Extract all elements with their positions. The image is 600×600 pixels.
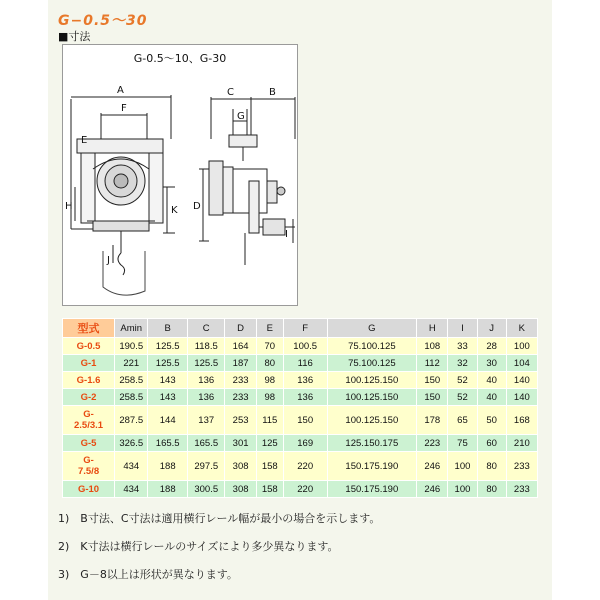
value-cell: 233: [506, 481, 537, 498]
value-cell: 80: [477, 481, 506, 498]
label-a: A: [117, 85, 124, 96]
table-row: [63, 435, 538, 452]
value-cell: 188: [148, 452, 188, 481]
label-j: J: [107, 255, 110, 266]
value-cell: 118.5: [187, 338, 225, 355]
value-cell: 143: [148, 389, 188, 406]
model-name-line: 7.5/8: [77, 466, 100, 477]
header-j: J: [477, 319, 506, 338]
value-cell: 434: [115, 481, 148, 498]
note-2: 2) K寸法は横行レールのサイズにより多少異なります。: [58, 540, 339, 553]
value-cell: 80: [477, 452, 506, 481]
value-cell: 30: [477, 355, 506, 372]
value-cell: 136: [187, 372, 225, 389]
header-model: 型式: [63, 319, 115, 338]
value-cell: 150.175.190: [327, 481, 417, 498]
value-cell: 187: [225, 355, 256, 372]
header-amin: Amin: [115, 319, 148, 338]
value-cell: 32: [448, 355, 477, 372]
label-e: E: [81, 135, 88, 146]
value-cell: 150: [417, 389, 448, 406]
label-k: K: [171, 205, 178, 216]
dimension-drawing: [62, 44, 298, 306]
value-cell: 125.5: [187, 355, 225, 372]
value-cell: 164: [225, 338, 256, 355]
table-row: [63, 452, 538, 481]
value-cell: 253: [225, 406, 256, 435]
note-3: 3) G－8以上は形状が異なります。: [58, 568, 238, 581]
value-cell: 158: [256, 481, 283, 498]
value-cell: 104: [506, 355, 537, 372]
table-row: [63, 338, 538, 355]
value-cell: 258.5: [115, 372, 148, 389]
value-cell: 40: [477, 372, 506, 389]
value-cell: 178: [417, 406, 448, 435]
table-row: [63, 481, 538, 498]
model-name-line: G-: [83, 409, 94, 420]
table-row: [63, 355, 538, 372]
value-cell: 28: [477, 338, 506, 355]
value-cell: 60: [477, 435, 506, 452]
value-cell: 246: [417, 452, 448, 481]
table-header-row: [63, 319, 538, 338]
value-cell: 168: [506, 406, 537, 435]
value-cell: 33: [448, 338, 477, 355]
label-f: F: [121, 103, 127, 114]
value-cell: 98: [256, 372, 283, 389]
value-cell: 190.5: [115, 338, 148, 355]
model-name-line: G-2: [80, 391, 97, 403]
header-f: F: [283, 319, 327, 338]
value-cell: 246: [417, 481, 448, 498]
model-cell: [63, 452, 115, 481]
value-cell: 210: [506, 435, 537, 452]
value-cell: 40: [477, 389, 506, 406]
model-cell: [63, 338, 115, 355]
value-cell: 233: [225, 372, 256, 389]
model-name-line: G-0.5: [76, 340, 101, 352]
header-c: C: [187, 319, 225, 338]
wheel-side: [209, 161, 223, 215]
drawing-title: G-0.5〜10、G-30: [133, 52, 227, 65]
value-cell: 100.125.150: [327, 372, 417, 389]
value-cell: 100.125.150: [327, 406, 417, 435]
table-row: [63, 389, 538, 406]
table-row: [63, 372, 538, 389]
value-cell: 112: [417, 355, 448, 372]
model-title: G−0.5〜30: [58, 13, 148, 29]
label-b: B: [269, 87, 276, 98]
value-cell: 158: [256, 452, 283, 481]
model-name-line: G-1.6: [76, 374, 101, 386]
value-cell: 287.5: [115, 406, 148, 435]
value-cell: 98: [256, 389, 283, 406]
value-cell: 50: [477, 406, 506, 435]
section-label: ■寸法: [58, 30, 91, 43]
trolley-diagram: [63, 69, 297, 305]
value-cell: 233: [225, 389, 256, 406]
label-h: H: [65, 201, 73, 212]
value-cell: 100: [506, 338, 537, 355]
value-cell: 52: [448, 389, 477, 406]
model-name-line: G-: [83, 455, 94, 466]
value-cell: 75.100.125: [327, 338, 417, 355]
model-name-line: G-10: [77, 483, 100, 495]
value-cell: 301: [225, 435, 256, 452]
value-cell: 144: [148, 406, 188, 435]
value-cell: 100: [448, 452, 477, 481]
rail-section: [229, 135, 257, 147]
value-cell: 188: [148, 481, 188, 498]
value-cell: 108: [417, 338, 448, 355]
header-g: G: [327, 319, 417, 338]
value-cell: 140: [506, 372, 537, 389]
dimension-table: [62, 318, 538, 498]
value-cell: 80: [256, 355, 283, 372]
value-cell: 125: [256, 435, 283, 452]
model-name-line: 2.5/3.1: [74, 420, 104, 431]
value-cell: 169: [283, 435, 327, 452]
value-cell: 136: [283, 389, 327, 406]
value-cell: 143: [148, 372, 188, 389]
value-cell: 75.100.125: [327, 355, 417, 372]
side-plate-left: [81, 153, 95, 223]
table-row: [63, 406, 538, 435]
value-cell: 300.5: [187, 481, 225, 498]
model-name-line: G-1: [80, 357, 97, 369]
value-cell: 150: [417, 372, 448, 389]
value-cell: 136: [283, 372, 327, 389]
value-cell: 116: [283, 355, 327, 372]
value-cell: 165.5: [187, 435, 225, 452]
value-cell: 125.5: [148, 338, 188, 355]
value-cell: 297.5: [187, 452, 225, 481]
model-cell: [63, 435, 115, 452]
label-i: I: [285, 229, 288, 240]
header-i: I: [448, 319, 477, 338]
value-cell: 308: [225, 481, 256, 498]
value-cell: 115: [256, 406, 283, 435]
value-cell: 220: [283, 452, 327, 481]
value-cell: 221: [115, 355, 148, 372]
value-cell: 258.5: [115, 389, 148, 406]
header-d: D: [225, 319, 256, 338]
model-cell: [63, 389, 115, 406]
value-cell: 165.5: [148, 435, 188, 452]
header-k: K: [506, 319, 537, 338]
frame-top: [77, 139, 163, 153]
model-cell: [63, 406, 115, 435]
model-name-line: G-5: [80, 437, 97, 449]
side-plate-right: [149, 153, 163, 223]
value-cell: 100: [448, 481, 477, 498]
value-cell: 137: [187, 406, 225, 435]
value-cell: 70: [256, 338, 283, 355]
notes: [58, 510, 380, 594]
value-cell: 220: [283, 481, 327, 498]
value-cell: 326.5: [115, 435, 148, 452]
value-cell: 150.175.190: [327, 452, 417, 481]
value-cell: 233: [506, 452, 537, 481]
rail-clamp: [93, 221, 149, 231]
value-cell: 140: [506, 389, 537, 406]
header-e: E: [256, 319, 283, 338]
value-cell: 223: [417, 435, 448, 452]
value-cell: 308: [225, 452, 256, 481]
label-c: C: [227, 87, 234, 98]
value-cell: 75: [448, 435, 477, 452]
model-cell: [63, 481, 115, 498]
model-cell: [63, 372, 115, 389]
label-g: G: [237, 111, 245, 122]
value-cell: 434: [115, 452, 148, 481]
note-1: 1) B寸法、C寸法は適用横行レール幅が最小の場合を示します。: [58, 512, 381, 525]
header-h: H: [417, 319, 448, 338]
model-cell: [63, 355, 115, 372]
value-cell: 150: [283, 406, 327, 435]
value-cell: 125.150.175: [327, 435, 417, 452]
value-cell: 52: [448, 372, 477, 389]
value-cell: 136: [187, 389, 225, 406]
label-d: D: [193, 201, 201, 212]
value-cell: 65: [448, 406, 477, 435]
value-cell: 100.125.150: [327, 389, 417, 406]
value-cell: 125.5: [148, 355, 188, 372]
header-b: B: [148, 319, 188, 338]
value-cell: 100.5: [283, 338, 327, 355]
